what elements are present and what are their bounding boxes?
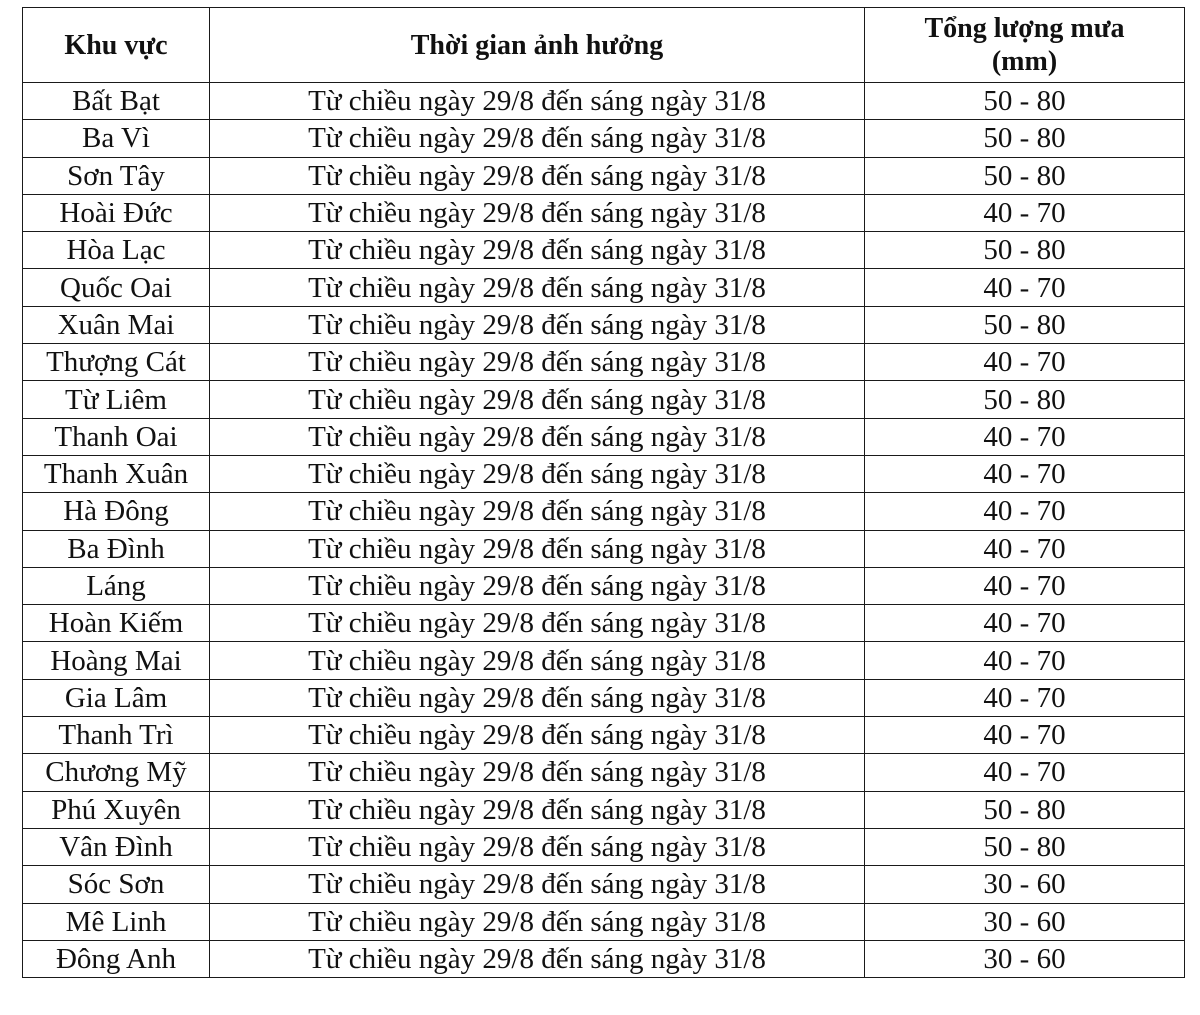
cell-rainfall: 50 - 80 [865,791,1185,828]
cell-time: Từ chiều ngày 29/8 đến sáng ngày 31/8 [210,530,865,567]
table-row [23,157,1185,194]
table-row [23,120,1185,157]
cell-rainfall: 50 - 80 [865,306,1185,343]
cell-rainfall: 40 - 70 [865,344,1185,381]
cell-region: Quốc Oai [23,269,210,306]
table-row [23,866,1185,903]
cell-time: Từ chiều ngày 29/8 đến sáng ngày 31/8 [210,642,865,679]
cell-rainfall: 50 - 80 [865,828,1185,865]
cell-rainfall: 40 - 70 [865,493,1185,530]
cell-time: Từ chiều ngày 29/8 đến sáng ngày 31/8 [210,269,865,306]
table-row [23,828,1185,865]
cell-rainfall: 40 - 70 [865,269,1185,306]
table-row [23,381,1185,418]
table-row [23,679,1185,716]
table-row [23,642,1185,679]
cell-region: Hoàn Kiếm [23,605,210,642]
cell-region: Hoài Đức [23,194,210,231]
cell-rainfall: 50 - 80 [865,157,1185,194]
cell-time: Từ chiều ngày 29/8 đến sáng ngày 31/8 [210,679,865,716]
header-region: Khu vực [23,8,210,83]
table-row [23,418,1185,455]
cell-region: Láng [23,567,210,604]
table-row [23,791,1185,828]
cell-region: Bất Bạt [23,83,210,120]
cell-time: Từ chiều ngày 29/8 đến sáng ngày 31/8 [210,605,865,642]
cell-time: Từ chiều ngày 29/8 đến sáng ngày 31/8 [210,791,865,828]
table-row [23,754,1185,791]
cell-region: Ba Đình [23,530,210,567]
table-row [23,530,1185,567]
cell-rainfall: 40 - 70 [865,418,1185,455]
cell-region: Vân Đình [23,828,210,865]
table-row [23,903,1185,940]
cell-time: Từ chiều ngày 29/8 đến sáng ngày 31/8 [210,903,865,940]
cell-rainfall: 40 - 70 [865,567,1185,604]
cell-time: Từ chiều ngày 29/8 đến sáng ngày 31/8 [210,381,865,418]
cell-region: Phú Xuyên [23,791,210,828]
cell-time: Từ chiều ngày 29/8 đến sáng ngày 31/8 [210,940,865,977]
cell-time: Từ chiều ngày 29/8 đến sáng ngày 31/8 [210,418,865,455]
table-row [23,567,1185,604]
table-body [23,83,1185,978]
cell-time: Từ chiều ngày 29/8 đến sáng ngày 31/8 [210,493,865,530]
header-rainfall [865,8,1185,83]
cell-time: Từ chiều ngày 29/8 đến sáng ngày 31/8 [210,306,865,343]
table-row [23,455,1185,492]
cell-region: Mê Linh [23,903,210,940]
cell-region: Hòa Lạc [23,232,210,269]
cell-time: Từ chiều ngày 29/8 đến sáng ngày 31/8 [210,866,865,903]
table-row [23,83,1185,120]
cell-rainfall: 50 - 80 [865,232,1185,269]
rainfall-table-container [22,7,1184,978]
cell-rainfall: 50 - 80 [865,381,1185,418]
rainfall-table [22,7,1185,978]
cell-rainfall: 40 - 70 [865,717,1185,754]
table-row [23,493,1185,530]
cell-region: Sóc Sơn [23,866,210,903]
cell-rainfall: 50 - 80 [865,120,1185,157]
cell-rainfall: 50 - 80 [865,83,1185,120]
cell-region: Thượng Cát [23,344,210,381]
cell-rainfall: 40 - 70 [865,679,1185,716]
cell-rainfall: 40 - 70 [865,754,1185,791]
cell-time: Từ chiều ngày 29/8 đến sáng ngày 31/8 [210,754,865,791]
table-row [23,605,1185,642]
cell-region: Gia Lâm [23,679,210,716]
table-row [23,306,1185,343]
cell-region: Từ Liêm [23,381,210,418]
cell-region: Thanh Oai [23,418,210,455]
cell-region: Ba Vì [23,120,210,157]
table-row [23,269,1185,306]
table-row [23,717,1185,754]
header-time: Thời gian ảnh hưởng [210,8,865,83]
cell-time: Từ chiều ngày 29/8 đến sáng ngày 31/8 [210,828,865,865]
header-rainfall-unit: (mm) [991,46,1058,77]
cell-rainfall: 40 - 70 [865,194,1185,231]
cell-time: Từ chiều ngày 29/8 đến sáng ngày 31/8 [210,120,865,157]
table-row [23,232,1185,269]
cell-time: Từ chiều ngày 29/8 đến sáng ngày 31/8 [210,194,865,231]
cell-time: Từ chiều ngày 29/8 đến sáng ngày 31/8 [210,83,865,120]
cell-time: Từ chiều ngày 29/8 đến sáng ngày 31/8 [210,157,865,194]
table-row [23,344,1185,381]
cell-time: Từ chiều ngày 29/8 đến sáng ngày 31/8 [210,717,865,754]
cell-rainfall: 30 - 60 [865,903,1185,940]
cell-rainfall: 40 - 70 [865,642,1185,679]
cell-rainfall: 40 - 70 [865,530,1185,567]
table-header [23,8,1185,83]
cell-region: Hà Đông [23,493,210,530]
cell-region: Đông Anh [23,940,210,977]
cell-region: Sơn Tây [23,157,210,194]
cell-rainfall: 30 - 60 [865,866,1185,903]
cell-rainfall: 30 - 60 [865,940,1185,977]
cell-region: Hoàng Mai [23,642,210,679]
cell-time: Từ chiều ngày 29/8 đến sáng ngày 31/8 [210,344,865,381]
table-row [23,940,1185,977]
cell-time: Từ chiều ngày 29/8 đến sáng ngày 31/8 [210,455,865,492]
cell-region: Chương Mỹ [23,754,210,791]
cell-time: Từ chiều ngày 29/8 đến sáng ngày 31/8 [210,567,865,604]
cell-region: Xuân Mai [23,306,210,343]
cell-rainfall: 40 - 70 [865,455,1185,492]
cell-rainfall: 40 - 70 [865,605,1185,642]
cell-region: Thanh Trì [23,717,210,754]
header-rainfall-title: Tổng lượng mưa [924,13,1125,44]
table-row [23,194,1185,231]
cell-time: Từ chiều ngày 29/8 đến sáng ngày 31/8 [210,232,865,269]
cell-region: Thanh Xuân [23,455,210,492]
header-row [23,8,1185,83]
